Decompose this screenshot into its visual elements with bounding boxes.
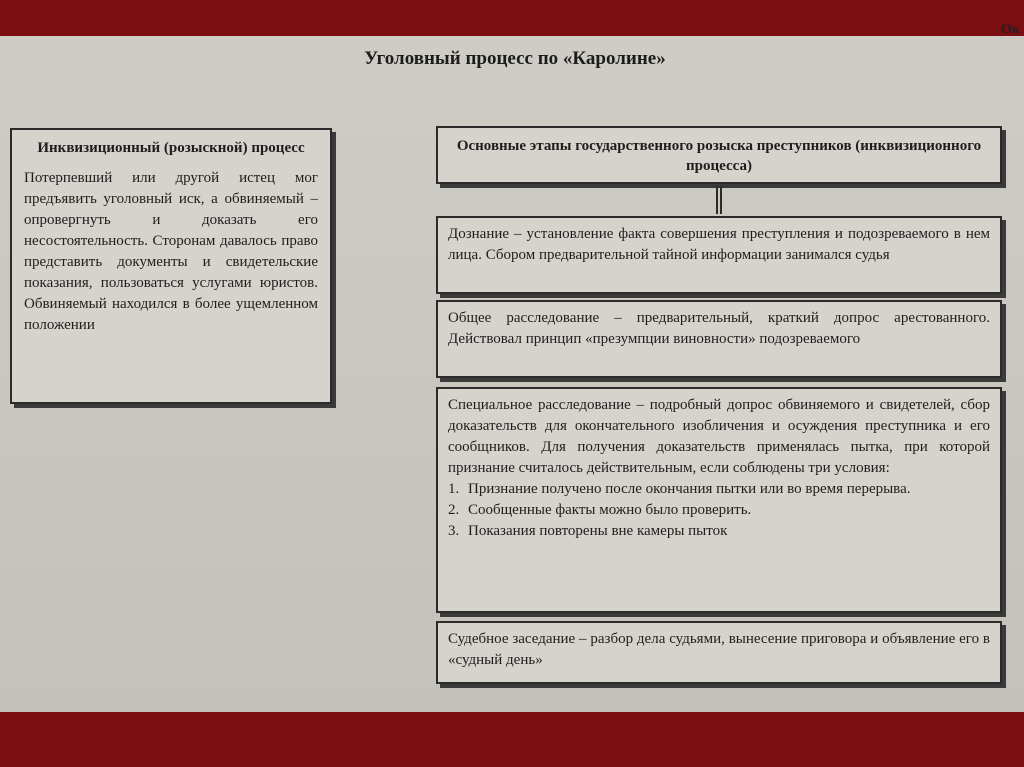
- condition-item: 3. Показания повторены вне камеры пыток: [448, 523, 728, 539]
- stages-heading-box: [436, 126, 1002, 184]
- inquisitorial-process-box: [10, 128, 332, 404]
- left-box-heading: Инквизиционный (розыскной) процесс: [37, 140, 305, 156]
- corner-text: Ок: [1001, 22, 1020, 37]
- stage-general-investigation-box: [436, 300, 1002, 378]
- condition-item: 2. Сообщенные факты можно было проверить.: [448, 502, 752, 518]
- double-line-connector: [716, 186, 722, 214]
- left-box-text: Потерпевший или другой истец мог предъявить уголовный иск, а обвиняемый – опровергнуть и доказать его несостоятельность. Сторонам давалось право представить документы и свидетельские показания, пользоваться услугами юристов. Обвиняемый находился в более ущемленном положении: [24, 170, 318, 333]
- page-title: Уголовный процесс по «Каролине»: [364, 48, 666, 69]
- stage-inquiry-text: Дознание – установление факта совершения преступления и подозреваемого в нем лица. Сбором предварительной тайной информации занимался судья: [448, 226, 990, 263]
- stage-general-text: Общее расследование – предварительный, краткий допрос арестованного. Действовал принцип «презумпции виновности» подозреваемого: [448, 310, 990, 347]
- stage-special-investigation-box: [436, 387, 1002, 613]
- condition-item: 1. Признание получено после окончания пытки или во время перерыва.: [448, 481, 911, 497]
- conditions-list: [448, 479, 990, 542]
- top-frame-bar: [0, 0, 1024, 36]
- stage-special-text: Специальное расследование – подробный допрос обвиняемого и свидетелей, сбор доказательств для окончательного изобличения и осуждения преступника и его сообщников. Для получения доказательств применялась пытка, при которой признание считалось действительным, если соблюдены три условия:: [448, 397, 990, 476]
- stage-trial-box: [436, 621, 1002, 684]
- bottom-frame-bar: [0, 712, 1024, 767]
- stage-inquiry-box: [436, 216, 1002, 294]
- stages-heading: Основные этапы государственного розыска преступников (инквизиционного процесса): [456, 138, 982, 174]
- stage-trial-text: Судебное заседание – разбор дела судьями, вынесение приговора и объявление его в «судный день»: [448, 631, 990, 668]
